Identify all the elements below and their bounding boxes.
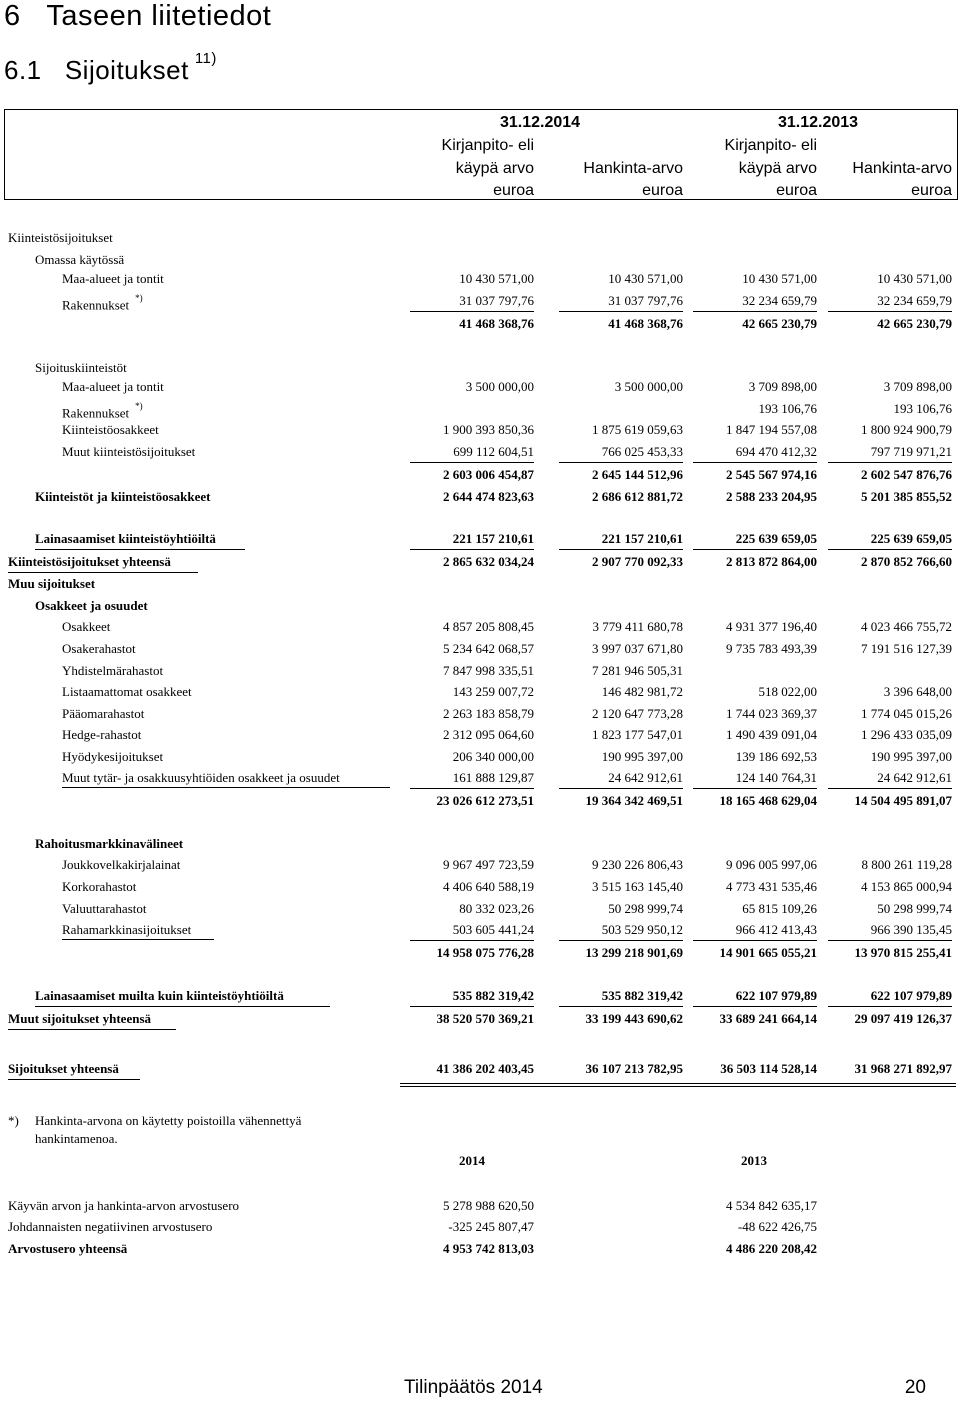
table-row bbox=[0, 769, 960, 787]
cell-value: 3 500 000,00 bbox=[465, 379, 534, 394]
row-label: Kiinteistösijoitukset yhteensä bbox=[8, 554, 171, 569]
cell-value: 503 605 441,24 bbox=[452, 922, 534, 937]
cell-value: 622 107 979,89 bbox=[735, 988, 817, 1003]
cell-value: 41 468 368,76 bbox=[459, 316, 534, 331]
subtotal-rule bbox=[410, 788, 534, 789]
cell-value: 8 800 261 119,28 bbox=[861, 857, 952, 872]
cell-value: 33 689 241 664,14 bbox=[719, 1011, 817, 1026]
cell-value: 139 186 692,53 bbox=[735, 749, 817, 764]
cell-value: 13 299 218 901,69 bbox=[585, 945, 683, 960]
cell-value: 23 026 612 273,51 bbox=[436, 793, 534, 808]
subtotal-rule bbox=[559, 788, 683, 789]
table-row bbox=[0, 618, 960, 636]
cell-value: 42 665 230,79 bbox=[742, 316, 817, 331]
cell-value: 5 201 385 855,52 bbox=[861, 489, 952, 504]
subtotal-rule bbox=[693, 549, 817, 550]
cell-value: 4 153 865 000,94 bbox=[861, 879, 952, 894]
cell-value: 38 520 570 369,21 bbox=[436, 1011, 534, 1026]
cell-value: -325 245 807,47 bbox=[448, 1219, 534, 1234]
cell-value: 1 774 045 015,26 bbox=[861, 706, 952, 721]
subtotal-rule bbox=[693, 462, 817, 463]
table-row bbox=[0, 856, 960, 874]
cell-value: 2 312 095 064,60 bbox=[443, 727, 534, 742]
col2-header-line2: käypä arvo bbox=[738, 160, 817, 177]
row-label: Johdannaisten negatiivinen arvostusero bbox=[8, 1219, 213, 1234]
cell-value: 14 958 075 776,28 bbox=[436, 945, 534, 960]
subtotal-rule bbox=[559, 462, 683, 463]
cell-value: 10 430 571,00 bbox=[608, 271, 683, 286]
table-row bbox=[0, 878, 960, 896]
table-row bbox=[0, 683, 960, 701]
cell-value: 2 645 144 512,96 bbox=[592, 467, 683, 482]
cell-value: 766 025 453,33 bbox=[601, 444, 683, 459]
cell-value: 193 106,76 bbox=[758, 401, 817, 416]
cell-value: 3 779 411 680,78 bbox=[592, 619, 683, 634]
table-row bbox=[0, 400, 960, 421]
subtotal-rule bbox=[828, 788, 952, 789]
row-rule bbox=[8, 1029, 176, 1030]
table-row bbox=[0, 229, 960, 247]
cell-value: 24 642 912,61 bbox=[608, 770, 683, 785]
col1-header-line3: euroa bbox=[642, 182, 683, 199]
row-label: Osakerahastot bbox=[62, 641, 136, 656]
cell-value: 18 165 468 629,04 bbox=[719, 793, 817, 808]
table-row bbox=[0, 292, 960, 313]
cell-value: 966 412 413,43 bbox=[735, 922, 817, 937]
table-row bbox=[0, 792, 960, 810]
table-row bbox=[0, 359, 960, 377]
row-label: Arvostusero yhteensä bbox=[8, 1241, 128, 1256]
footnote-ref: *) bbox=[135, 401, 143, 411]
row-label: Listaamattomat osakkeet bbox=[62, 684, 192, 699]
cell-value: 9 967 497 723,59 bbox=[443, 857, 534, 872]
row-label: Lainasaamiset muilta kuin kiinteistöyhtiöiltä bbox=[35, 988, 284, 1003]
row-label: Hedge-rahastot bbox=[62, 727, 142, 742]
cell-value: 65 815 109,26 bbox=[742, 901, 817, 916]
cell-value: 3 997 037 671,80 bbox=[592, 641, 683, 656]
subtotal-rule bbox=[410, 549, 534, 550]
cell-value: 146 482 981,72 bbox=[601, 684, 683, 699]
table-row bbox=[0, 488, 960, 506]
cell-value: 9 230 226 806,43 bbox=[592, 857, 683, 872]
row-label: Muut sijoitukset yhteensä bbox=[8, 1011, 152, 1026]
subtotal-rule bbox=[559, 311, 683, 312]
table-row bbox=[0, 1060, 960, 1078]
col2-header-line1: Kirjanpito- eli bbox=[724, 137, 817, 154]
cell-value: 1 800 924 900,79 bbox=[861, 422, 952, 437]
cell-value: 221 157 210,61 bbox=[601, 531, 683, 546]
subtotal-rule bbox=[828, 940, 952, 941]
date-2014: 31.12.2014 bbox=[500, 114, 581, 131]
footer-title: Tilinpäätös 2014 bbox=[404, 1377, 543, 1398]
valuation-row bbox=[0, 1218, 960, 1236]
cell-value: 221 157 210,61 bbox=[452, 531, 534, 546]
subtotal-rule bbox=[693, 788, 817, 789]
cell-value: 699 112 604,51 bbox=[453, 444, 534, 459]
cell-value: 2 813 872 864,00 bbox=[726, 554, 817, 569]
cell-value: 225 639 659,05 bbox=[870, 531, 952, 546]
cell-value: 50 298 999,74 bbox=[608, 901, 683, 916]
col0-header-line3: euroa bbox=[493, 182, 534, 199]
row-label: Omassa käytössä bbox=[35, 252, 125, 267]
row-label: Rakennukset *) bbox=[62, 293, 143, 313]
section-heading: 6.1 Sijoitukset $^{11)}$ bbox=[4, 50, 217, 85]
cell-value: 13 970 815 255,41 bbox=[854, 945, 952, 960]
table-row bbox=[0, 597, 960, 615]
row-label: Maa-alueet ja tontit bbox=[62, 271, 164, 286]
subtotal-rule bbox=[559, 1006, 683, 1007]
cell-value: 36 503 114 528,14 bbox=[720, 1061, 817, 1076]
cell-value: 2 865 632 034,24 bbox=[443, 554, 534, 569]
cell-value: 42 665 230,79 bbox=[877, 316, 952, 331]
cell-value: 1 823 177 547,01 bbox=[592, 727, 683, 742]
row-label: Joukkovelkakirjalainat bbox=[62, 857, 181, 872]
cell-value: 2 907 770 092,33 bbox=[592, 554, 683, 569]
cell-value: 41 468 368,76 bbox=[608, 316, 683, 331]
cell-value: 29 097 419 126,37 bbox=[854, 1011, 952, 1026]
cell-value: 2 545 567 974,16 bbox=[726, 467, 817, 482]
cell-value: 31 968 271 892,97 bbox=[854, 1061, 952, 1076]
row-label: Pääomarahastot bbox=[62, 706, 145, 721]
table-row bbox=[0, 835, 960, 853]
cell-value: 4 773 431 535,46 bbox=[726, 879, 817, 894]
cell-value: 36 107 213 782,95 bbox=[585, 1061, 683, 1076]
cell-value: 4 486 220 208,42 bbox=[726, 1241, 817, 1256]
row-label: Hyödykesijoitukset bbox=[62, 749, 164, 764]
cell-value: 9 096 005 997,06 bbox=[726, 857, 817, 872]
page-heading: 6 Taseen liitetiedot bbox=[4, 0, 272, 32]
valuation-row bbox=[0, 1197, 960, 1215]
cell-value: 31 037 797,76 bbox=[608, 293, 683, 308]
cell-value: 33 199 443 690,62 bbox=[585, 1011, 683, 1026]
cell-value: 2 263 183 858,79 bbox=[443, 706, 534, 721]
subtotal-rule bbox=[559, 549, 683, 550]
table-row bbox=[0, 705, 960, 723]
cell-value: 2 644 474 823,63 bbox=[443, 489, 534, 504]
table-row bbox=[0, 530, 960, 548]
row-label: Kiinteistöt ja kiinteistöosakkeet bbox=[35, 489, 211, 504]
cell-value: 3 500 000,00 bbox=[614, 379, 683, 394]
subtotal-rule bbox=[828, 549, 952, 550]
cell-value: 1 847 194 557,08 bbox=[726, 422, 817, 437]
row-label: Kiinteistösijoitukset bbox=[8, 230, 113, 245]
subtotal-rule bbox=[410, 311, 534, 312]
row-label: Muu sijoitukset bbox=[8, 576, 96, 591]
cell-value: 161 888 129,87 bbox=[452, 770, 534, 785]
cell-value: 124 140 764,31 bbox=[735, 770, 817, 785]
cell-value: 535 882 319,42 bbox=[601, 988, 683, 1003]
table-row bbox=[0, 378, 960, 396]
cell-value: 1 490 439 091,04 bbox=[726, 727, 817, 742]
valuation-year-2014: 2014 bbox=[459, 1153, 485, 1168]
cell-value: 4 953 742 813,03 bbox=[443, 1241, 534, 1256]
table-row bbox=[0, 944, 960, 962]
row-label: Valuuttarahastot bbox=[62, 901, 147, 916]
cell-value: 2 588 233 204,95 bbox=[726, 489, 817, 504]
table-row bbox=[0, 553, 960, 571]
cell-value: 4 023 466 755,72 bbox=[861, 619, 952, 634]
cell-value: 10 430 571,00 bbox=[877, 271, 952, 286]
row-rule bbox=[8, 1079, 140, 1080]
row-label: Lainasaamiset kiinteistöyhtiöiltä bbox=[35, 531, 216, 546]
subtotal-rule bbox=[693, 311, 817, 312]
row-label: Muut kiinteistösijoitukset bbox=[62, 444, 196, 459]
table-row bbox=[0, 900, 960, 918]
cell-value: 7 191 516 127,39 bbox=[861, 641, 952, 656]
cell-value: 3 515 163 145,40 bbox=[592, 879, 683, 894]
total-rule bbox=[400, 1083, 956, 1084]
subtotal-rule bbox=[410, 462, 534, 463]
valuation-year-2013: 2013 bbox=[741, 1153, 767, 1168]
cell-value: 503 529 950,12 bbox=[601, 922, 683, 937]
footnote-mark: *) bbox=[8, 1113, 19, 1128]
total-rule-double bbox=[400, 1086, 956, 1087]
date-2013: 31.12.2013 bbox=[778, 114, 859, 131]
cell-value: 32 234 659,79 bbox=[742, 293, 817, 308]
cell-value: 966 390 135,45 bbox=[870, 922, 952, 937]
table-row bbox=[0, 921, 960, 939]
cell-value: 7 281 946 505,31 bbox=[592, 663, 683, 678]
cell-value: 2 120 647 773,28 bbox=[592, 706, 683, 721]
cell-value: 2 870 852 766,60 bbox=[861, 554, 952, 569]
row-rule bbox=[35, 549, 245, 550]
row-label: Sijoitukset yhteensä bbox=[8, 1061, 119, 1076]
cell-value: 694 470 412,32 bbox=[735, 444, 817, 459]
table-row bbox=[0, 987, 960, 1005]
cell-value: 31 037 797,76 bbox=[459, 293, 534, 308]
row-rule bbox=[35, 1006, 330, 1007]
footnote-text-line1: Hankinta-arvona on käytetty poistoilla vähennettyä bbox=[35, 1113, 302, 1128]
cell-value: 4 406 640 588,19 bbox=[443, 879, 534, 894]
cell-value: 4 857 205 808,45 bbox=[443, 619, 534, 634]
cell-value: 1 900 393 850,36 bbox=[443, 422, 534, 437]
cell-value: 9 735 783 493,39 bbox=[726, 641, 817, 656]
subtotal-rule bbox=[559, 940, 683, 941]
subtotal-rule bbox=[693, 940, 817, 941]
row-label: Rahamarkkinasijoitukset bbox=[62, 922, 192, 937]
col0-header-line1: Kirjanpito- eli bbox=[441, 137, 534, 154]
row-label: Sijoituskiinteistöt bbox=[35, 360, 127, 375]
row-label: Muut tytär- ja osakkuusyhtiöiden osakkeet ja osuudet bbox=[62, 770, 340, 785]
cell-value: -48 622 426,75 bbox=[737, 1219, 817, 1234]
cell-value: 80 332 023,26 bbox=[459, 901, 534, 916]
cell-value: 19 364 342 469,51 bbox=[585, 793, 683, 808]
cell-value: 206 340 000,00 bbox=[452, 749, 534, 764]
table-row bbox=[0, 443, 960, 461]
cell-value: 622 107 979,89 bbox=[870, 988, 952, 1003]
table-row bbox=[0, 640, 960, 658]
cell-value: 14 504 495 891,07 bbox=[854, 793, 952, 808]
table-row bbox=[0, 315, 960, 333]
cell-value: 24 642 912,61 bbox=[877, 770, 952, 785]
cell-value: 3 396 648,00 bbox=[883, 684, 952, 699]
table-row bbox=[0, 726, 960, 744]
row-label: Rakennukset *) bbox=[62, 401, 143, 421]
cell-value: 1 296 433 035,09 bbox=[861, 727, 952, 742]
cell-value: 1 744 023 369,37 bbox=[726, 706, 817, 721]
cell-value: 2 686 612 881,72 bbox=[592, 489, 683, 504]
row-rule bbox=[62, 939, 214, 940]
table-row bbox=[0, 251, 960, 269]
cell-value: 50 298 999,74 bbox=[877, 901, 952, 916]
cell-value: 190 995 397,00 bbox=[870, 749, 952, 764]
cell-value: 2 603 006 454,87 bbox=[443, 467, 534, 482]
table-row bbox=[0, 748, 960, 766]
cell-value: 225 639 659,05 bbox=[735, 531, 817, 546]
cell-value: 41 386 202 403,45 bbox=[436, 1061, 534, 1076]
row-label: Maa-alueet ja tontit bbox=[62, 379, 164, 394]
cell-value: 4 534 842 635,17 bbox=[726, 1198, 817, 1213]
footnote-ref: *) bbox=[135, 293, 143, 303]
cell-value: 10 430 571,00 bbox=[459, 271, 534, 286]
cell-value: 4 931 377 196,40 bbox=[726, 619, 817, 634]
subtotal-rule bbox=[828, 311, 952, 312]
cell-value: 518 022,00 bbox=[758, 684, 817, 699]
row-label: Yhdistelmärahastot bbox=[62, 663, 164, 678]
cell-value: 7 847 998 335,51 bbox=[443, 663, 534, 678]
cell-value: 3 709 898,00 bbox=[748, 379, 817, 394]
cell-value: 32 234 659,79 bbox=[877, 293, 952, 308]
valuation-row bbox=[0, 1240, 960, 1258]
cell-value: 797 719 971,21 bbox=[870, 444, 952, 459]
subtotal-rule bbox=[410, 1006, 534, 1007]
table-row bbox=[0, 421, 960, 439]
row-rule bbox=[8, 572, 198, 573]
cell-value: 535 882 319,42 bbox=[452, 988, 534, 1003]
row-label: Osakkeet ja osuudet bbox=[35, 598, 148, 613]
table-row bbox=[0, 270, 960, 288]
cell-value: 143 259 007,72 bbox=[452, 684, 534, 699]
cell-value: 14 901 665 055,21 bbox=[719, 945, 817, 960]
row-label: Kiinteistöosakkeet bbox=[62, 422, 159, 437]
row-label: Osakkeet bbox=[62, 619, 111, 634]
cell-value: 1 875 619 059,63 bbox=[592, 422, 683, 437]
subtotal-rule bbox=[828, 1006, 952, 1007]
col0-header-line2: käypä arvo bbox=[455, 160, 534, 177]
row-label: Korkorahastot bbox=[62, 879, 137, 894]
col3-header-line3: euroa bbox=[911, 182, 952, 199]
cell-value: 5 234 642 068,57 bbox=[443, 641, 534, 656]
footnote-text-line2: hankintamenoa. bbox=[35, 1131, 118, 1146]
table-row bbox=[0, 466, 960, 484]
table-row bbox=[0, 662, 960, 680]
col2-header-line3: euroa bbox=[776, 182, 817, 199]
cell-value: 190 995 397,00 bbox=[601, 749, 683, 764]
table-row bbox=[0, 575, 960, 593]
col3-header-line2: Hankinta-arvo bbox=[852, 160, 952, 177]
row-label: Käyvän arvon ja hankinta-arvon arvostusero bbox=[8, 1198, 240, 1213]
cell-value: 2 602 547 876,76 bbox=[861, 467, 952, 482]
cell-value: 10 430 571,00 bbox=[742, 271, 817, 286]
subtotal-rule bbox=[693, 1006, 817, 1007]
subtotal-rule bbox=[828, 462, 952, 463]
cell-value: 5 278 988 620,50 bbox=[443, 1198, 534, 1213]
subtotal-rule bbox=[410, 940, 534, 941]
col1-header-line2: Hankinta-arvo bbox=[583, 160, 683, 177]
row-label: Rahoitusmarkkinavälineet bbox=[35, 836, 184, 851]
cell-value: 193 106,76 bbox=[893, 401, 952, 416]
table-row bbox=[0, 1010, 960, 1028]
page-number: 20 bbox=[904, 1377, 926, 1398]
cell-value: 3 709 898,00 bbox=[883, 379, 952, 394]
row-rule bbox=[62, 787, 390, 788]
